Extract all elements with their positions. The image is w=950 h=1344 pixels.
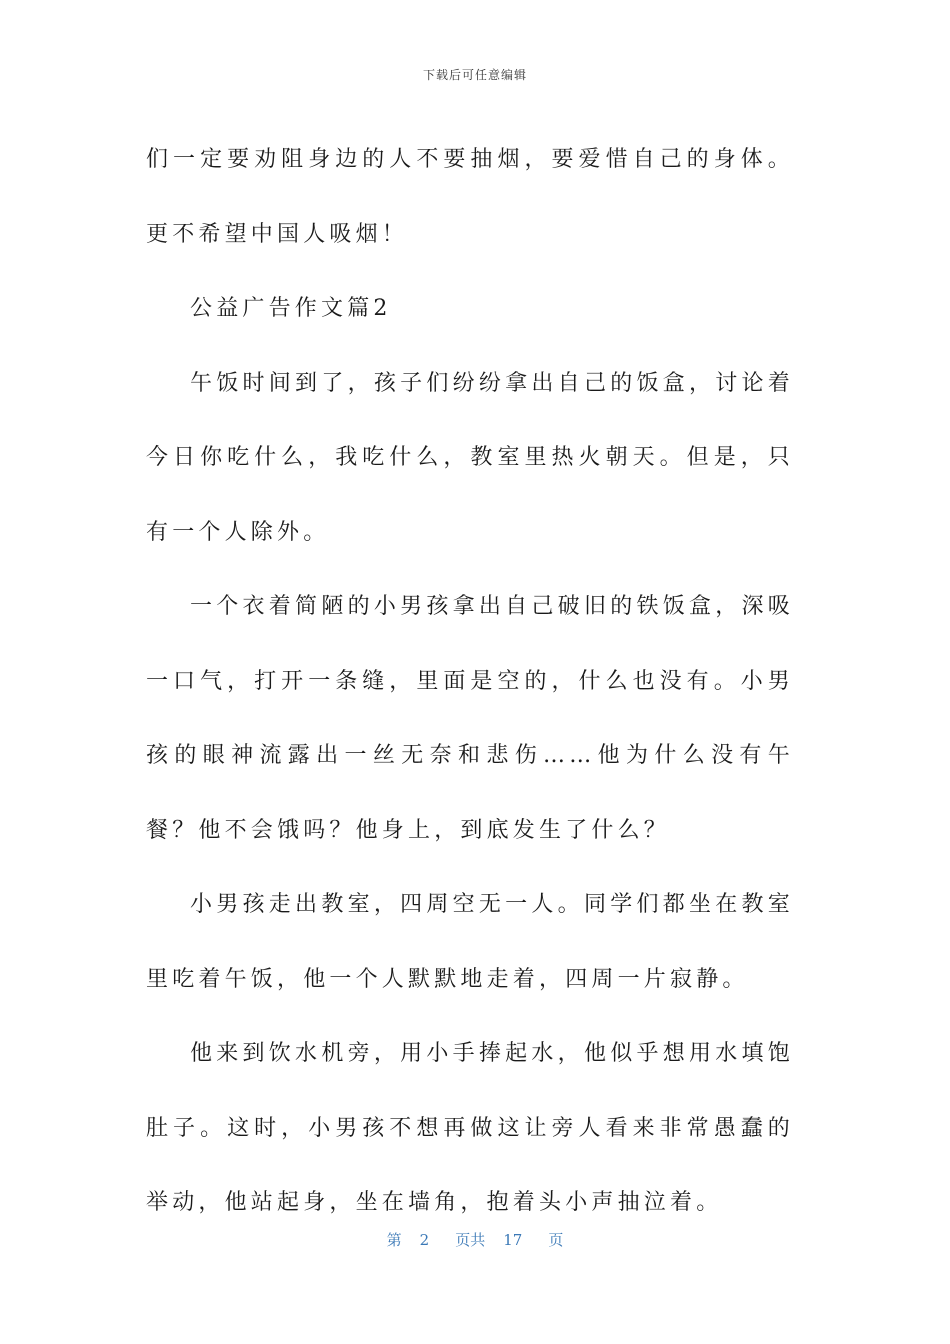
document-body — [146, 123, 794, 1241]
paragraph: 们一定要劝阻身边的人不要抽烟，要爱惜自己的身体。更不希望中国人吸烟！ — [146, 147, 794, 247]
total-pages-number: 17 — [503, 1231, 523, 1249]
page-header-note: 下载后可任意编辑 — [422, 68, 527, 82]
page-label-prefix: 第 — [386, 1231, 402, 1249]
paragraph: 他来到饮水机旁，用小手捧起水，他似乎想用水填饱肚子。这时，小男孩不想再做这让旁人看来非常愚蠢的举动，他站起身，坐在墙角，抱着头小声抽泣着。 — [146, 1041, 794, 1215]
current-page-number: 2 — [419, 1231, 430, 1249]
paragraph: 午饭时间到了，孩子们纷纷拿出自己的饭盒，讨论着今日你吃什么，我吃什么，教室里热火朝天。但是，只有一个人除外。 — [146, 370, 794, 545]
page-label-mid: 页共 — [455, 1231, 486, 1249]
paragraph: 小男孩走出教室，四周空无一人。同学们都坐在教室里吃着午饭，他一个人默默地走着，四周一片寂静。 — [146, 892, 794, 992]
section-heading: 公益广告作文篇2 — [190, 296, 392, 321]
page-label-suffix: 页 — [548, 1231, 564, 1249]
paragraph: 一个衣着简陋的小男孩拿出自己破旧的铁饭盒，深吸一口气，打开一条缝，里面是空的，什么也没有。小男孩的眼神流露出一丝无奈和悲伤……他为什么没有午餐？他不会饿吗？他身上，到底发生了什么？ — [146, 594, 794, 843]
page-footer — [0, 1229, 950, 1250]
